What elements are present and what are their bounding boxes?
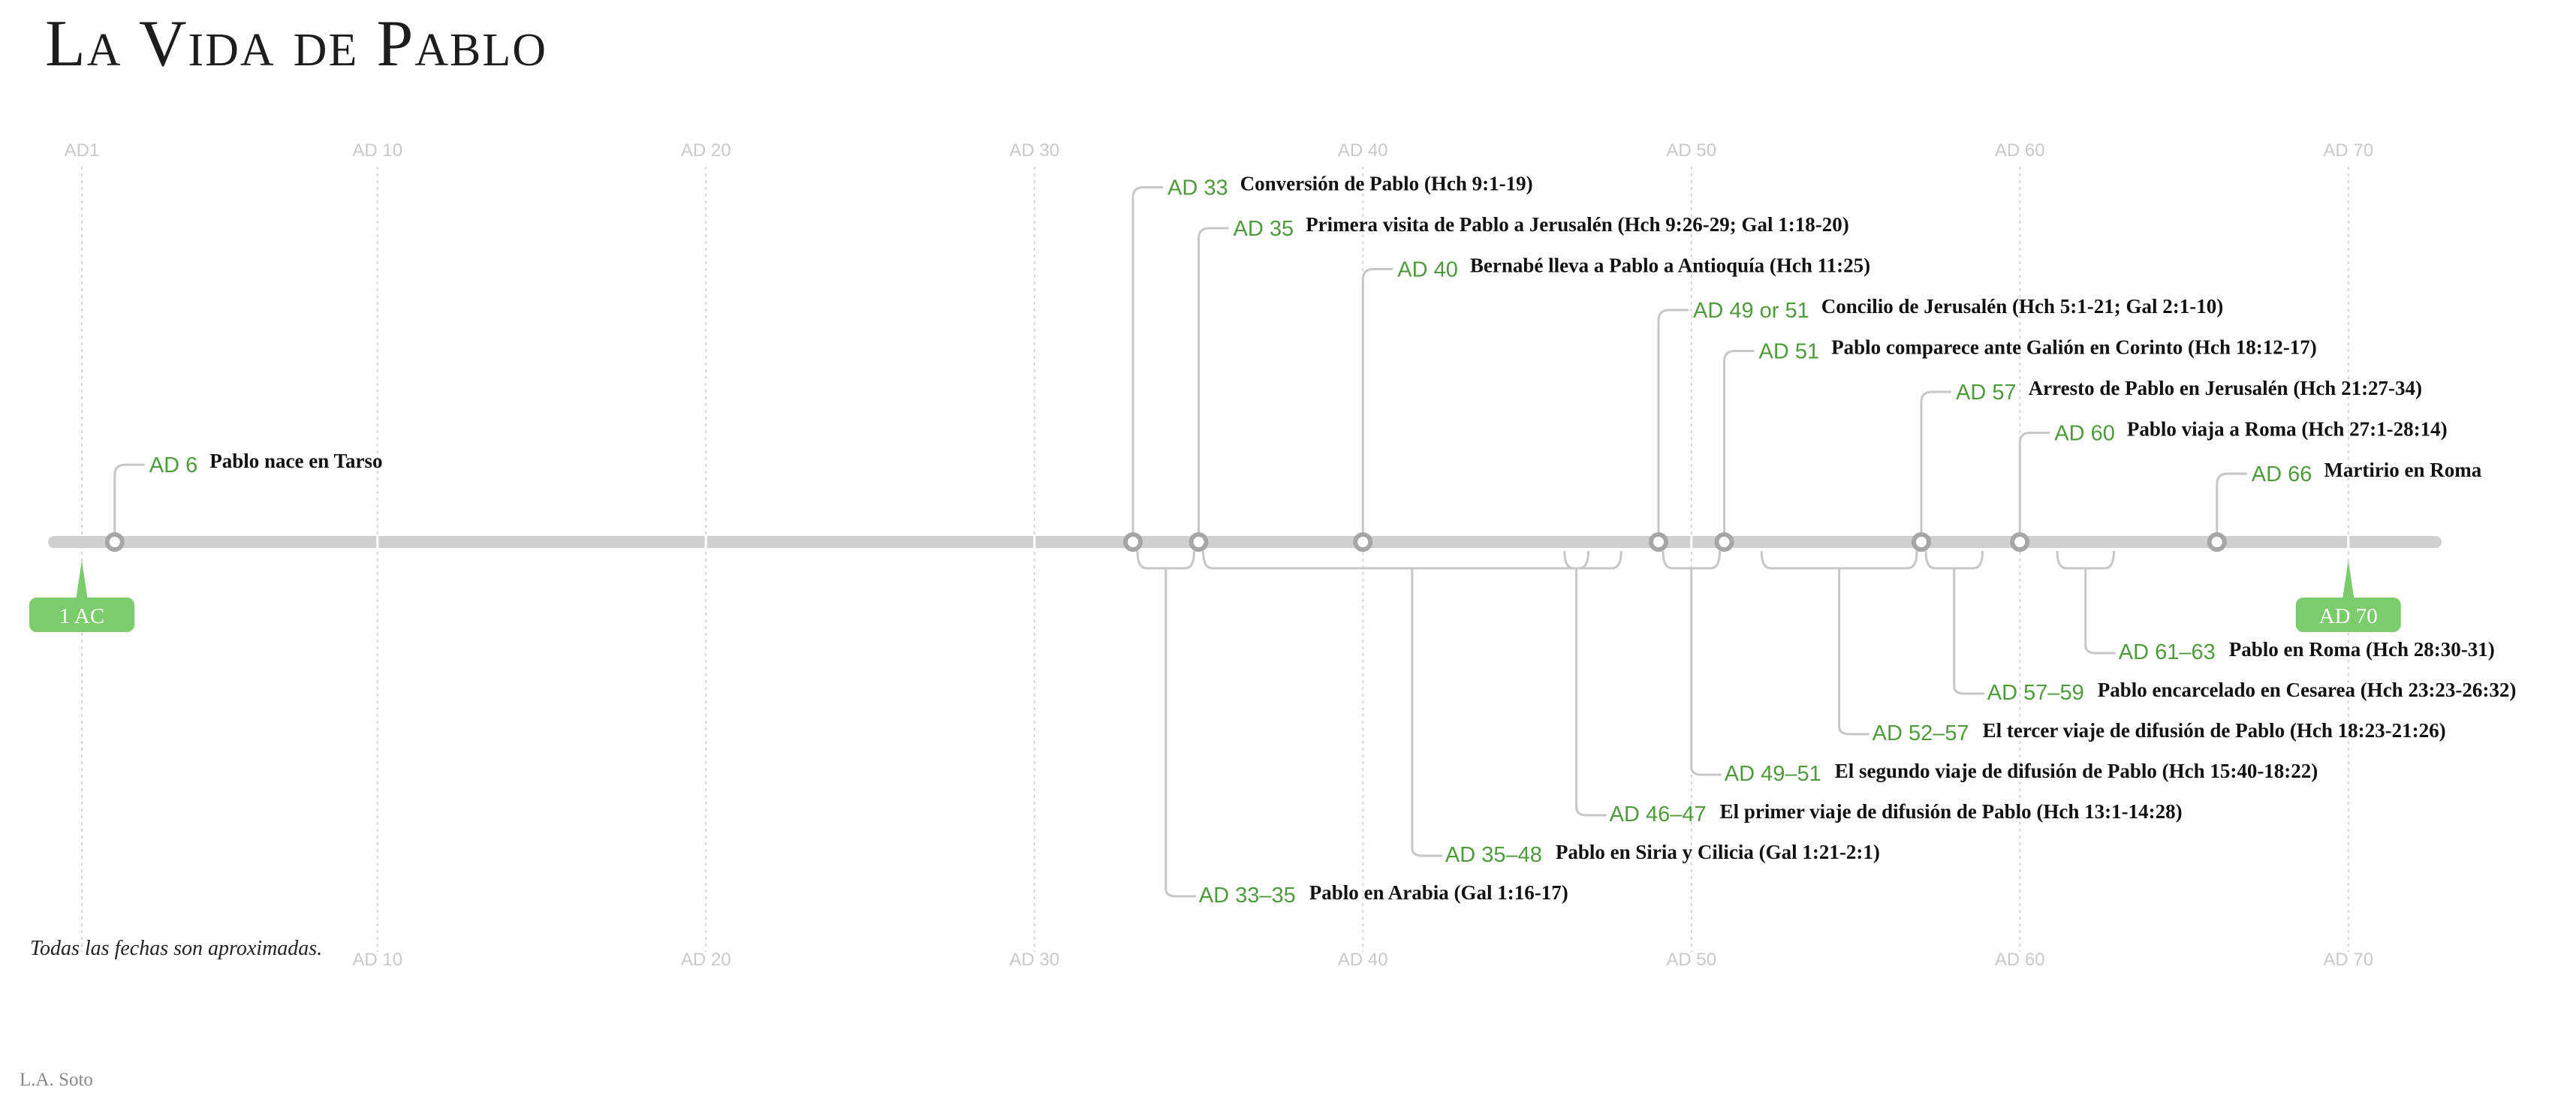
event-date: AD 66 [2251,462,2312,486]
event-label: Martirio en Roma [2324,459,2482,481]
span-connector [1577,568,1607,815]
bottom-tick-label: AD 20 [680,950,731,970]
event-label: Arresto de Pablo en Jerusalén (Hch 21:27-34) [2028,377,2423,399]
event-node [1717,534,1732,550]
span-bracket [1926,551,1983,568]
span-event-label: El tercer viaje de difusión de Pablo (Hch 18:23-21:26) [1982,719,2446,742]
event-label: Primera visita de Pablo a Jerusalén (Hch 9:26-29; Gal 1:18-20) [1306,213,1849,236]
span-event-label: El segundo viaje de difusión de Pablo (Hch 15:40-18:22) [1834,760,2318,782]
span-event-label: Pablo en Arabia (Gal 1:16-17) [1309,881,1568,904]
span-event-date: AD 52–57 [1872,721,1969,745]
event-connector [1659,310,1689,533]
span-bracket [1137,551,1195,568]
span-connector [1954,568,1984,694]
author-credit: L.A. Soto [20,1070,93,1090]
event-connector [2217,474,2247,533]
event-label: Pablo viaja a Roma (Hch 27:1-28:14) [2126,417,2448,441]
event-connector [1363,269,1393,534]
event-node [2210,534,2225,550]
event-date: AD 60 [2054,421,2115,446]
span-event-label: El primer viaje de difusión de Pablo (Hch 13:1-14:28) [1719,800,2183,823]
span-bracket [1204,551,1622,568]
span-connector [2086,568,2116,653]
start-marker-label: 1 AC [59,604,105,628]
bottom-tick-label: AD 60 [1994,950,2045,970]
span-connector [1692,568,1722,775]
event-date: AD 51 [1758,339,1820,364]
event-date: AD 35 [1233,217,1294,241]
event-node [1651,534,1666,550]
event-date: AD 57 [1956,381,2017,405]
event-connector [115,465,145,533]
span-event-date: AD 57–59 [1987,681,2084,705]
span-event-date: AD 49–51 [1724,762,1821,786]
top-tick-label: AD 70 [2323,140,2374,161]
end-marker-label: AD 70 [2318,604,2378,628]
span-event-label: Pablo encarcelado en Cesarea (Hch 23:23-26:32) [2097,679,2517,701]
event-date: AD 6 [149,453,198,477]
bottom-tick-label: AD 10 [352,950,403,970]
span-connector [1839,568,1869,734]
event-label: Concilio de Jerusalén (Hch 5:1-21; Gal 2:1-10) [1821,295,2224,318]
span-event-date: AD 35–48 [1445,843,1542,867]
span-connector [1412,568,1442,856]
top-tick-label: AD 40 [1337,140,1388,161]
event-connector [2020,433,2050,534]
event-label: Conversión de Pablo (Hch 9:1-19) [1240,172,1533,195]
span-connector [1166,568,1196,896]
event-label: Pablo comparece ante Galión en Corinto (Hch 18:12-17) [1831,336,2317,359]
bottom-tick-label: AD 40 [1337,950,1388,970]
end-marker-pointer [2343,560,2355,601]
span-event-date: AD 61–63 [2118,640,2216,664]
span-event-date: AD 33–35 [1198,884,1296,908]
bottom-tick-label: AD 70 [2323,950,2374,970]
event-date: AD 33 [1167,176,1228,200]
event-date: AD 49 or 51 [1693,299,1809,323]
top-tick-label: AD 50 [1666,140,1717,161]
dates-note: Todas las fechas son aproximadas. [30,937,323,960]
page-title: La Vida de Pablo [45,8,548,80]
top-tick-label: AD 10 [352,140,403,161]
event-node [107,534,122,550]
top-tick-label: AD 60 [1994,140,2045,161]
span-bracket [1565,551,1589,568]
event-connector [1133,188,1163,534]
span-event-label: Pablo en Siria y Cilicia (Gal 1:21-2:1) [1555,841,1880,863]
event-node [1125,534,1140,550]
event-label: Bernabé lleva a Pablo a Antioquía (Hch 11:25) [1469,254,1871,277]
event-node [1355,534,1370,550]
event-label: Pablo nace en Tarso [209,450,383,472]
top-tick-label: AD1 [64,140,100,161]
bottom-tick-label: AD 30 [1009,950,1060,970]
span-event-date: AD 46–47 [1609,802,1707,827]
event-connector [1725,351,1755,534]
span-bracket [2057,551,2114,568]
start-marker-pointer [76,560,88,601]
top-tick-label: AD 30 [1009,140,1060,161]
event-node [2012,534,2027,550]
event-node [1914,534,1929,550]
top-tick-label: AD 20 [680,140,731,161]
event-connector [1199,228,1229,533]
event-node [1192,534,1207,550]
event-connector [1921,392,1951,533]
event-date: AD 40 [1397,257,1458,282]
span-event-label: Pablo en Roma (Hch 28:30-31) [2228,638,2495,661]
span-bracket [1761,551,1917,568]
bottom-tick-label: AD 50 [1666,950,1717,970]
